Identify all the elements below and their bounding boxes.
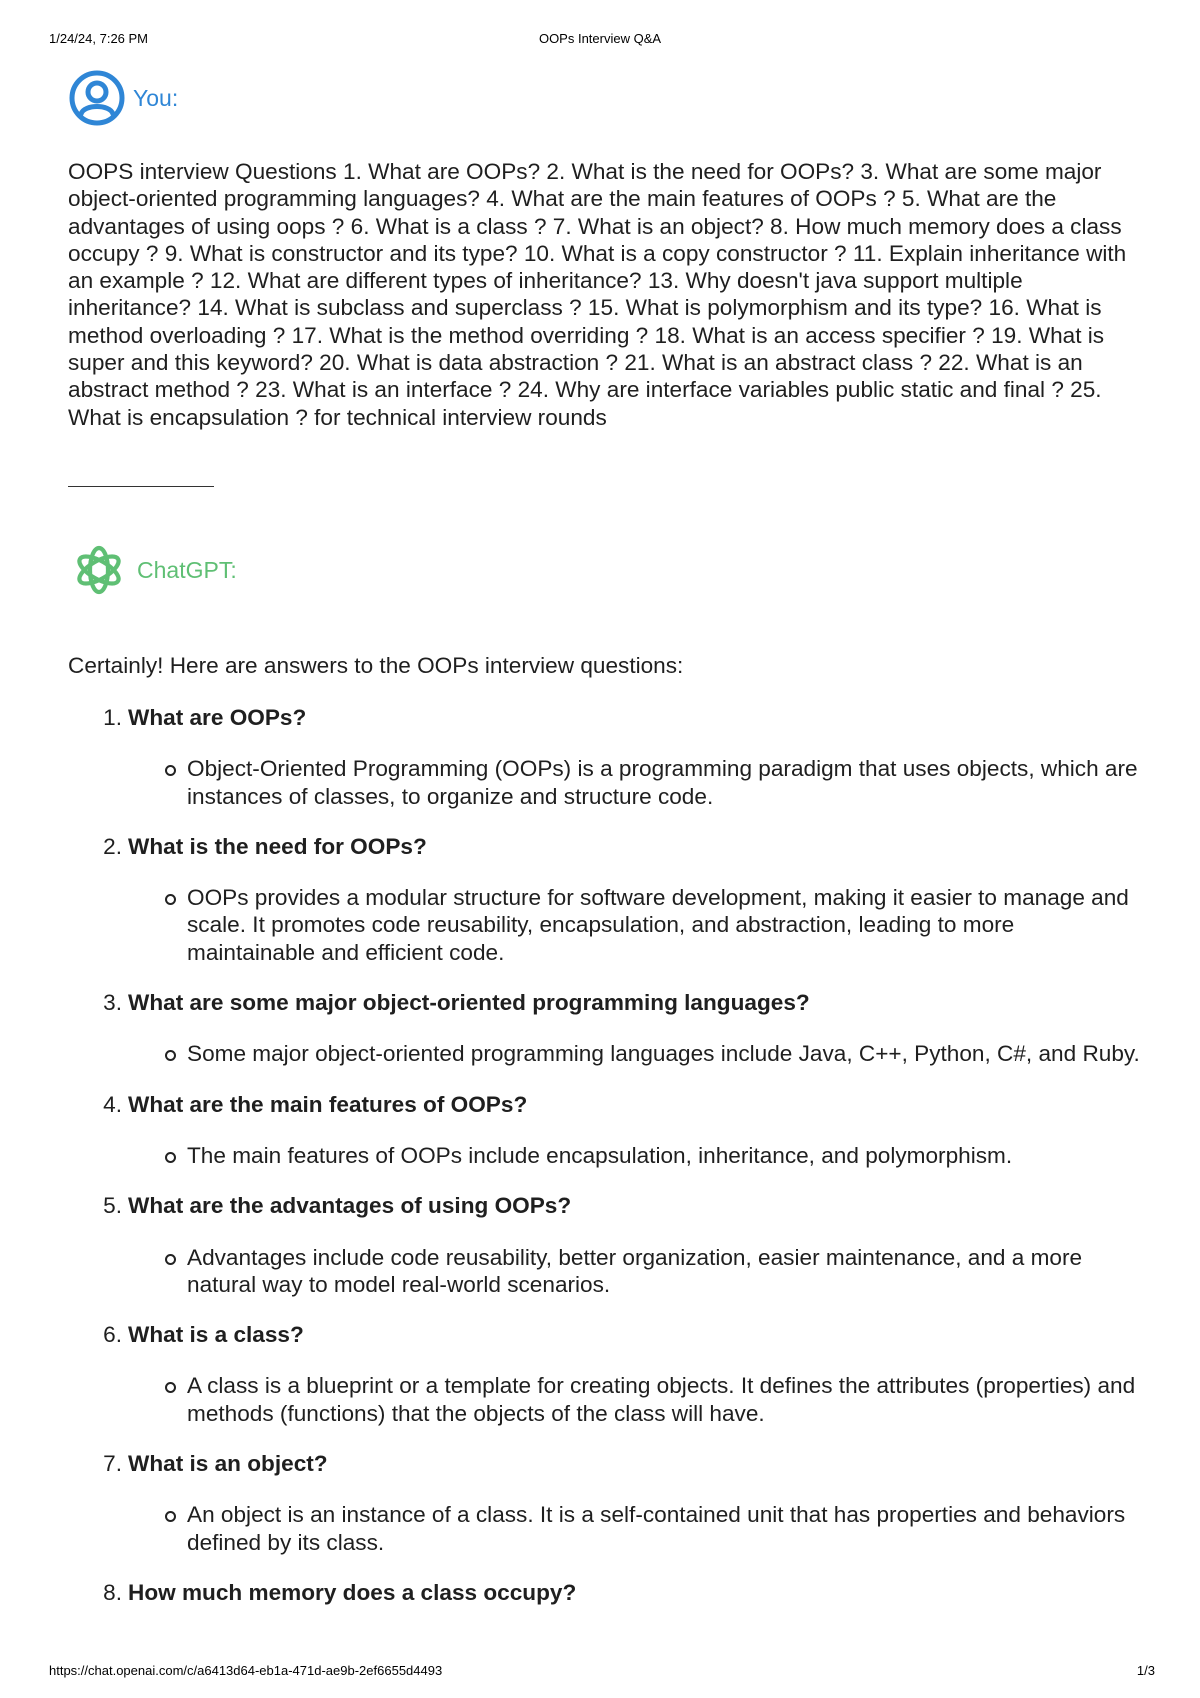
question-text: What are some major object-oriented programming languages?	[128, 990, 810, 1016]
answer-text: Object-Oriented Programming (OOPs) is a programming paradigm that uses objects, which are instances of classes, to organize and structure code.	[187, 756, 1138, 809]
list-item	[68, 704, 1148, 810]
bullet-icon	[163, 1142, 187, 1169]
question-number: 2.	[103, 833, 122, 859]
user-speaker-header	[69, 70, 178, 126]
user-message: OOPS interview Questions 1. What are OOPs? 2. What is the need for OOPs? 3. What are some major object-oriented programming languages? 4. What are the main features of OOPs ? 5. What are the advantages of using oops ? 6. What is a class ? 7. What is an object? 8. How much memory does a class occupy ? 9. What is constructor and its type? 10. What is a copy constructor ? 11. Explain inheritance with an example ? 12. What are different types of inheritance? 13. Why doesn't java support multiple inheritance? 14. What is subclass and superclass ? 15. What is polymorphism and its type? 16. What is method overloading ? 17. What is the method overriding ? 18. What is an access specifier ? 19. What is super and this keyword? 20. What is data abstraction ? 21. What is an abstract class ? 22. What is an abstract method ? 23. What is an interface ? 24. Why are interface variables public static and final ? 25. What is encapsulation ? for technical interview rounds	[68, 159, 1127, 430]
question-text: What are OOPs?	[128, 705, 307, 730]
question-text: What is the need for OOPs?	[128, 833, 427, 859]
question-number: 3.	[103, 990, 122, 1016]
answer-item	[68, 1040, 1148, 1067]
answer-text: Advantages include code reusability, better organization, easier maintenance, and a more natural way to model real-world scenarios.	[187, 1244, 1083, 1297]
question-number: 1.	[103, 705, 122, 730]
answer-text: An object is an instance of a class. It is a self-contained unit that has properties and behaviors defined by its class.	[187, 1502, 1126, 1555]
list-item	[68, 1091, 1148, 1170]
question-text: What is an object?	[128, 1451, 328, 1477]
question-heading	[68, 989, 1148, 1016]
question-number: 6.	[103, 1322, 122, 1348]
print-date: 1/24/24, 7:26 PM	[49, 31, 149, 46]
question-text: What are the main features of OOPs?	[128, 1091, 528, 1117]
assistant-name: ChatGPT:	[137, 556, 237, 583]
question-heading	[68, 1579, 1148, 1606]
answer-item	[68, 1244, 1148, 1299]
chatgpt-logo-icon	[69, 540, 129, 600]
document-title: OOPs Interview Q&A	[538, 31, 662, 46]
question-text: How much memory does a class occupy?	[128, 1579, 577, 1605]
question-heading	[68, 1091, 1148, 1118]
question-number: 4.	[103, 1091, 122, 1117]
answer-item	[68, 1501, 1148, 1556]
question-text: What is a class?	[128, 1322, 304, 1348]
answer-item	[68, 884, 1148, 966]
answer-item	[68, 1372, 1148, 1427]
page-number: 1/3	[1136, 1663, 1155, 1678]
question-heading	[68, 1192, 1148, 1219]
user-name: You:	[133, 84, 179, 111]
question-heading	[68, 704, 1148, 731]
user-avatar-icon	[69, 70, 125, 126]
assistant-intro: Certainly! Here are answers to the OOPs interview questions:	[68, 653, 684, 678]
bullet-icon	[163, 1040, 187, 1067]
bullet-icon	[163, 884, 187, 966]
answer-text: The main features of OOPs include encapsulation, inheritance, and polymorphism.	[187, 1142, 1013, 1168]
separator	[68, 486, 214, 487]
answer-item	[68, 755, 1148, 810]
question-number: 7.	[103, 1451, 122, 1477]
bullet-icon	[163, 1372, 187, 1427]
assistant-speaker-header	[69, 540, 237, 600]
answer-text: A class is a blueprint or a template for creating objects. It defines the attributes (properties) and methods (functions) that the objects of the class will have.	[187, 1373, 1136, 1426]
bullet-icon	[163, 1501, 187, 1556]
question-heading	[68, 1321, 1148, 1348]
list-item	[68, 833, 1148, 966]
question-text: What are the advantages of using OOPs?	[128, 1193, 572, 1219]
page-url: https://chat.openai.com/c/a6413d64-eb1a-471d-ae9b-2ef6655d4493	[49, 1663, 443, 1678]
question-heading	[68, 833, 1148, 860]
question-number: 8.	[103, 1579, 122, 1605]
bullet-icon	[163, 1244, 187, 1299]
list-item	[68, 1450, 1148, 1556]
list-item	[68, 1579, 1148, 1606]
question-number: 5.	[103, 1193, 122, 1219]
answer-item	[68, 1142, 1148, 1169]
answer-text: OOPs provides a modular structure for software development, making it easier to manage and scale. It promotes code reusability, encapsulation, and abstraction, leading to more maintainable and efficient code.	[187, 885, 1129, 965]
bullet-icon	[163, 755, 187, 810]
list-item	[68, 1321, 1148, 1427]
list-item	[68, 1192, 1148, 1298]
answer-text: Some major object-oriented programming languages include Java, C++, Python, C#, and Ruby.	[187, 1041, 1140, 1067]
answer-list	[68, 704, 1148, 1629]
list-item	[68, 989, 1148, 1068]
question-heading	[68, 1450, 1148, 1477]
